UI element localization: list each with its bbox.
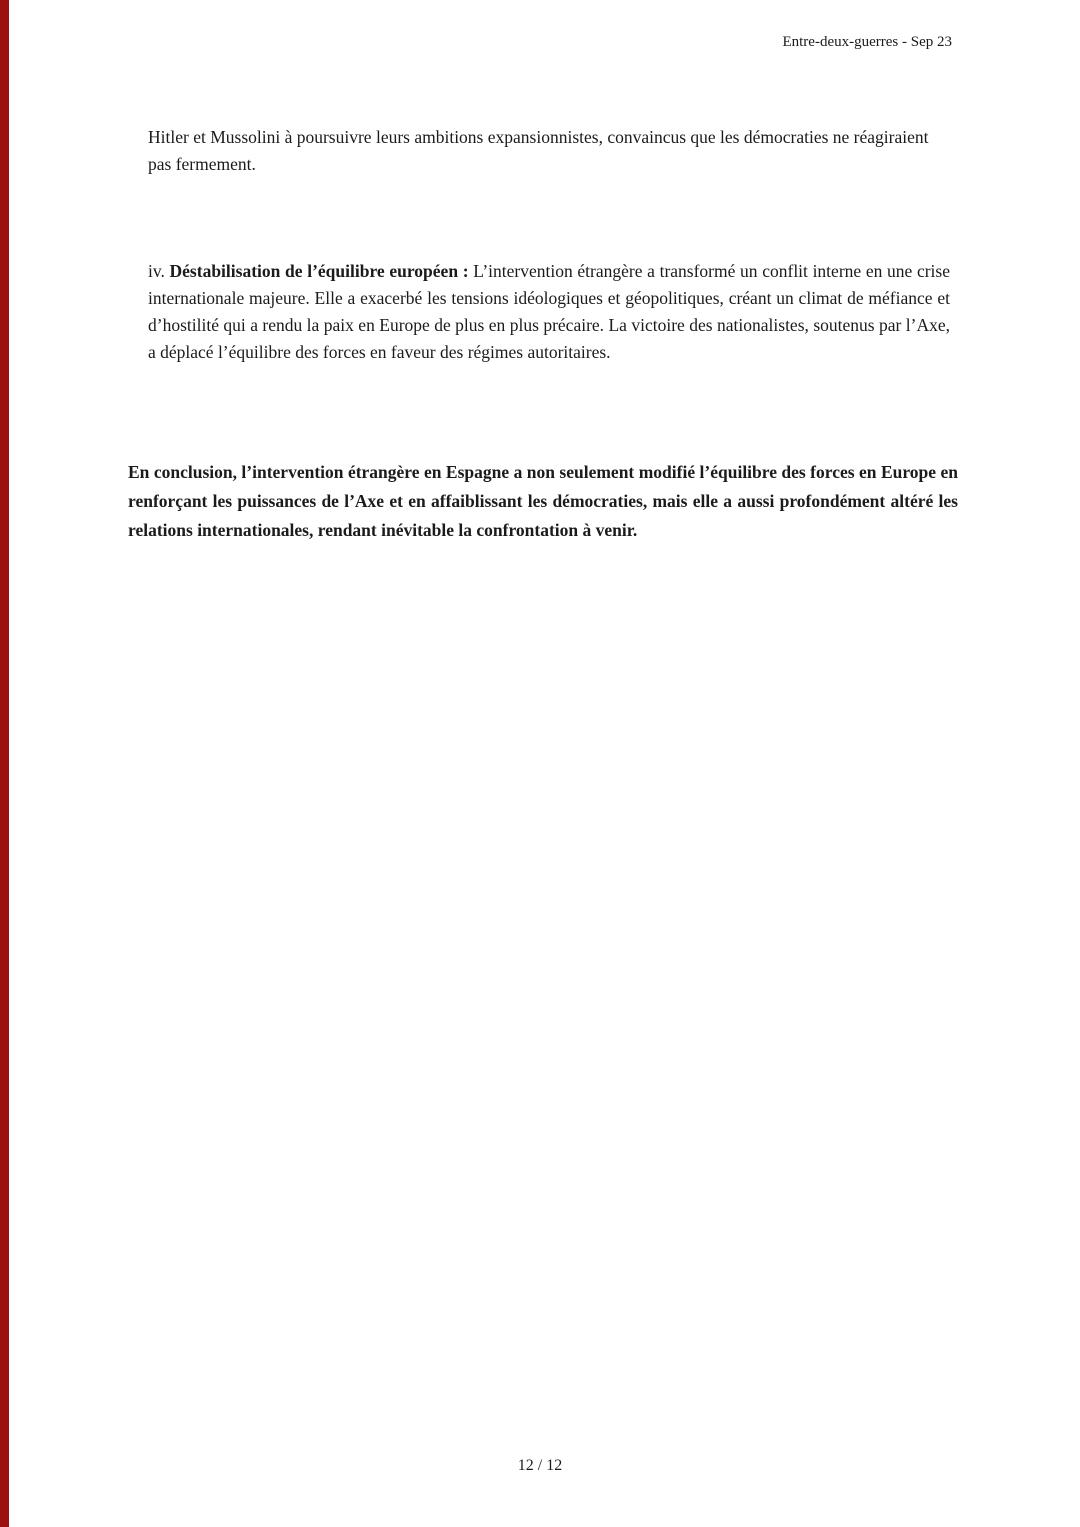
paragraph-destabilisation-body: L’intervention étrangère a transformé un conflit interne en une crise internationale majeure. Elle a exacerbé les tensions idéologiques et géopolitiques, créant un climat de méfiance et d’hostilité qui a rendu la paix en Europe de plus en plus précaire. La victoire des nationalistes, soutenus par l’Axe, a déplacé l’équilibre des forces en faveur des régimes autoritaires.	[148, 261, 950, 362]
paragraph-expansion: Hitler et Mussolini à poursuivre leurs ambitions expansionnistes, convaincus que les démocraties ne réagiraient pas fermement.	[148, 127, 929, 174]
paragraph-conclusion: En conclusion, l’intervention étrangère en Espagne a non seulement modifié l’équilibre des forces en Europe en renforçant les puissances de l’Axe et en affaiblissant les démocraties, mais elle a aussi profondément altéré les relations internationales, rendant inévitable la confrontation à venir.	[128, 461, 958, 540]
left-accent-bar	[0, 0, 9, 1527]
list-marker-iv: iv.	[148, 261, 170, 281]
paragraph-destabilisation	[148, 258, 950, 366]
page-number: 12 / 12	[517, 1457, 563, 1474]
header-course-label: Entre-deux-guerres - Sep 23	[782, 34, 952, 50]
paragraph-destabilisation-heading: Déstabilisation de l’équilibre européen :	[169, 261, 469, 281]
